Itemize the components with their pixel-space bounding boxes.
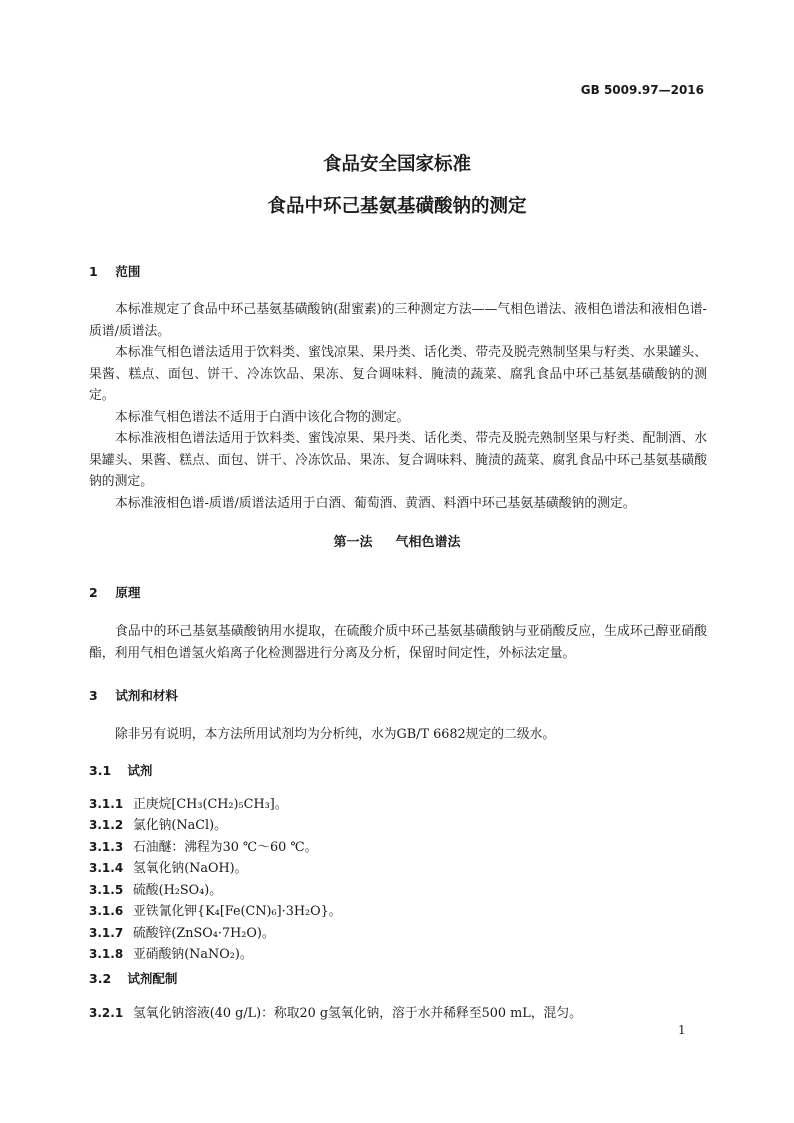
reagent-item xyxy=(89,793,288,812)
item-number: 3.1.5 xyxy=(89,883,124,897)
item-text: 硫酸(H₂SO₄)。 xyxy=(133,883,223,898)
reagents-intro-body xyxy=(89,724,707,746)
item-number: 3.1.8 xyxy=(89,947,124,961)
method-heading xyxy=(0,531,794,550)
scope-body xyxy=(89,299,707,514)
section-heading-scope xyxy=(89,262,140,280)
item-number: 3.2.1 xyxy=(89,1006,124,1020)
principle-paragraph: 食品中的环己基氨基磺酸钠用水提取，在硫酸介质中环己基氨基磺酸钠与亚硝酸反应，生成环己醇亚硝酸酯，利用气相色谱氢火焰离子化检测器进行分离及分析，保留时间定性，外标法定量。 xyxy=(89,624,707,661)
scope-paragraph: 本标准气相色谱法不适用于白酒中该化合物的测定。 xyxy=(115,409,410,425)
section-number: 2 xyxy=(89,585,98,600)
scope-paragraph: 本标准规定了食品中环己基氨基磺酸钠(甜蜜素)的三种测定方法——气相色谱法、液相色谱法和液相色谱-质谱/质谱法。 xyxy=(89,302,707,339)
scope-paragraph: 本标准液相色谱法适用于饮料类、蜜饯凉果、果丹类、话化类、带壳及脱壳熟制坚果与籽类、配制酒、水果罐头、果酱、糕点、面包、饼干、冷冻饮品、果冻、复合调味料、腌渍的蔬菜、腐乳食品中环己基氨基磺酸钠的测定。 xyxy=(89,431,707,489)
scope-paragraph: 本标准气相色谱法适用于饮料类、蜜饯凉果、果丹类、话化类、带壳及脱壳熟制坚果与籽类、水果罐头、果酱、糕点、面包、饼干、冷冻饮品、果冻、复合调味料、腌渍的蔬菜、腐乳食品中环己基氨基磺酸钠的测定。 xyxy=(89,345,707,403)
item-text: 正庚烷[CH₃(CH₂)₅CH₃]。 xyxy=(133,797,288,812)
document-title-main: 食品安全国家标准 xyxy=(322,154,471,175)
method-label: 第一法 xyxy=(333,535,373,550)
item-text: 氢氧化钠(NaOH)。 xyxy=(133,861,248,876)
section-number: 3.1 xyxy=(89,763,112,778)
item-text: 亚硝酸钠(NaNO₂)。 xyxy=(133,947,253,962)
page-number: 1 xyxy=(678,1023,686,1037)
subsection-heading-preparation xyxy=(89,969,177,987)
reagent-item xyxy=(89,857,247,876)
section-title: 试剂 xyxy=(127,763,153,778)
preparation-item xyxy=(89,1002,582,1021)
item-text: 氯化钠(NaCl)。 xyxy=(133,818,227,833)
item-number: 3.1.7 xyxy=(89,926,124,940)
document-code: GB 5009.97—2016 xyxy=(580,83,704,97)
reagent-item xyxy=(89,922,275,941)
reagent-item xyxy=(89,836,318,855)
principle-body xyxy=(89,621,707,664)
reagent-item xyxy=(89,943,253,962)
item-text: 硫酸锌(ZnSO₄·7H₂O)。 xyxy=(133,926,275,941)
document-title-sub: 食品中环己基氨基磺酸钠的测定 xyxy=(267,196,527,217)
item-text: 亚铁氰化钾{K₄[Fe(CN)₆]·3H₂O}。 xyxy=(133,904,342,919)
section-number: 3 xyxy=(89,688,98,703)
reagent-item xyxy=(89,900,342,919)
reagents-intro-paragraph: 除非另有说明，本方法所用试剂均为分析纯，水为GB/T 6682规定的二级水。 xyxy=(115,727,556,742)
scope-paragraph: 本标准液相色谱-质谱/质谱法适用于白酒、葡萄酒、黄酒、料酒中环己基氨基磺酸钠的测定。 xyxy=(115,495,636,511)
section-number: 1 xyxy=(89,264,98,279)
item-text: 石油醚：沸程为30 ℃～60 ℃。 xyxy=(133,840,318,855)
section-title: 范围 xyxy=(115,264,141,279)
section-title: 试剂和材料 xyxy=(115,688,178,703)
item-number: 3.1.3 xyxy=(89,840,124,854)
reagent-item xyxy=(89,879,222,898)
item-number: 3.1.1 xyxy=(89,797,124,811)
section-heading-reagents xyxy=(89,686,178,704)
item-text: 氢氧化钠溶液(40 g/L)：称取20 g氢氧化钠，溶于水并稀释至500 mL，混匀。 xyxy=(133,1006,582,1021)
subsection-heading-reagents xyxy=(89,761,152,779)
reagent-item xyxy=(89,814,227,833)
item-number: 3.1.6 xyxy=(89,904,124,918)
section-title: 原理 xyxy=(115,585,141,600)
method-name: 气相色谱法 xyxy=(395,535,461,550)
section-heading-principle xyxy=(89,583,140,601)
section-title: 试剂配制 xyxy=(127,971,178,986)
item-number: 3.1.4 xyxy=(89,861,124,875)
item-number: 3.1.2 xyxy=(89,818,124,832)
section-number: 3.2 xyxy=(89,971,112,986)
